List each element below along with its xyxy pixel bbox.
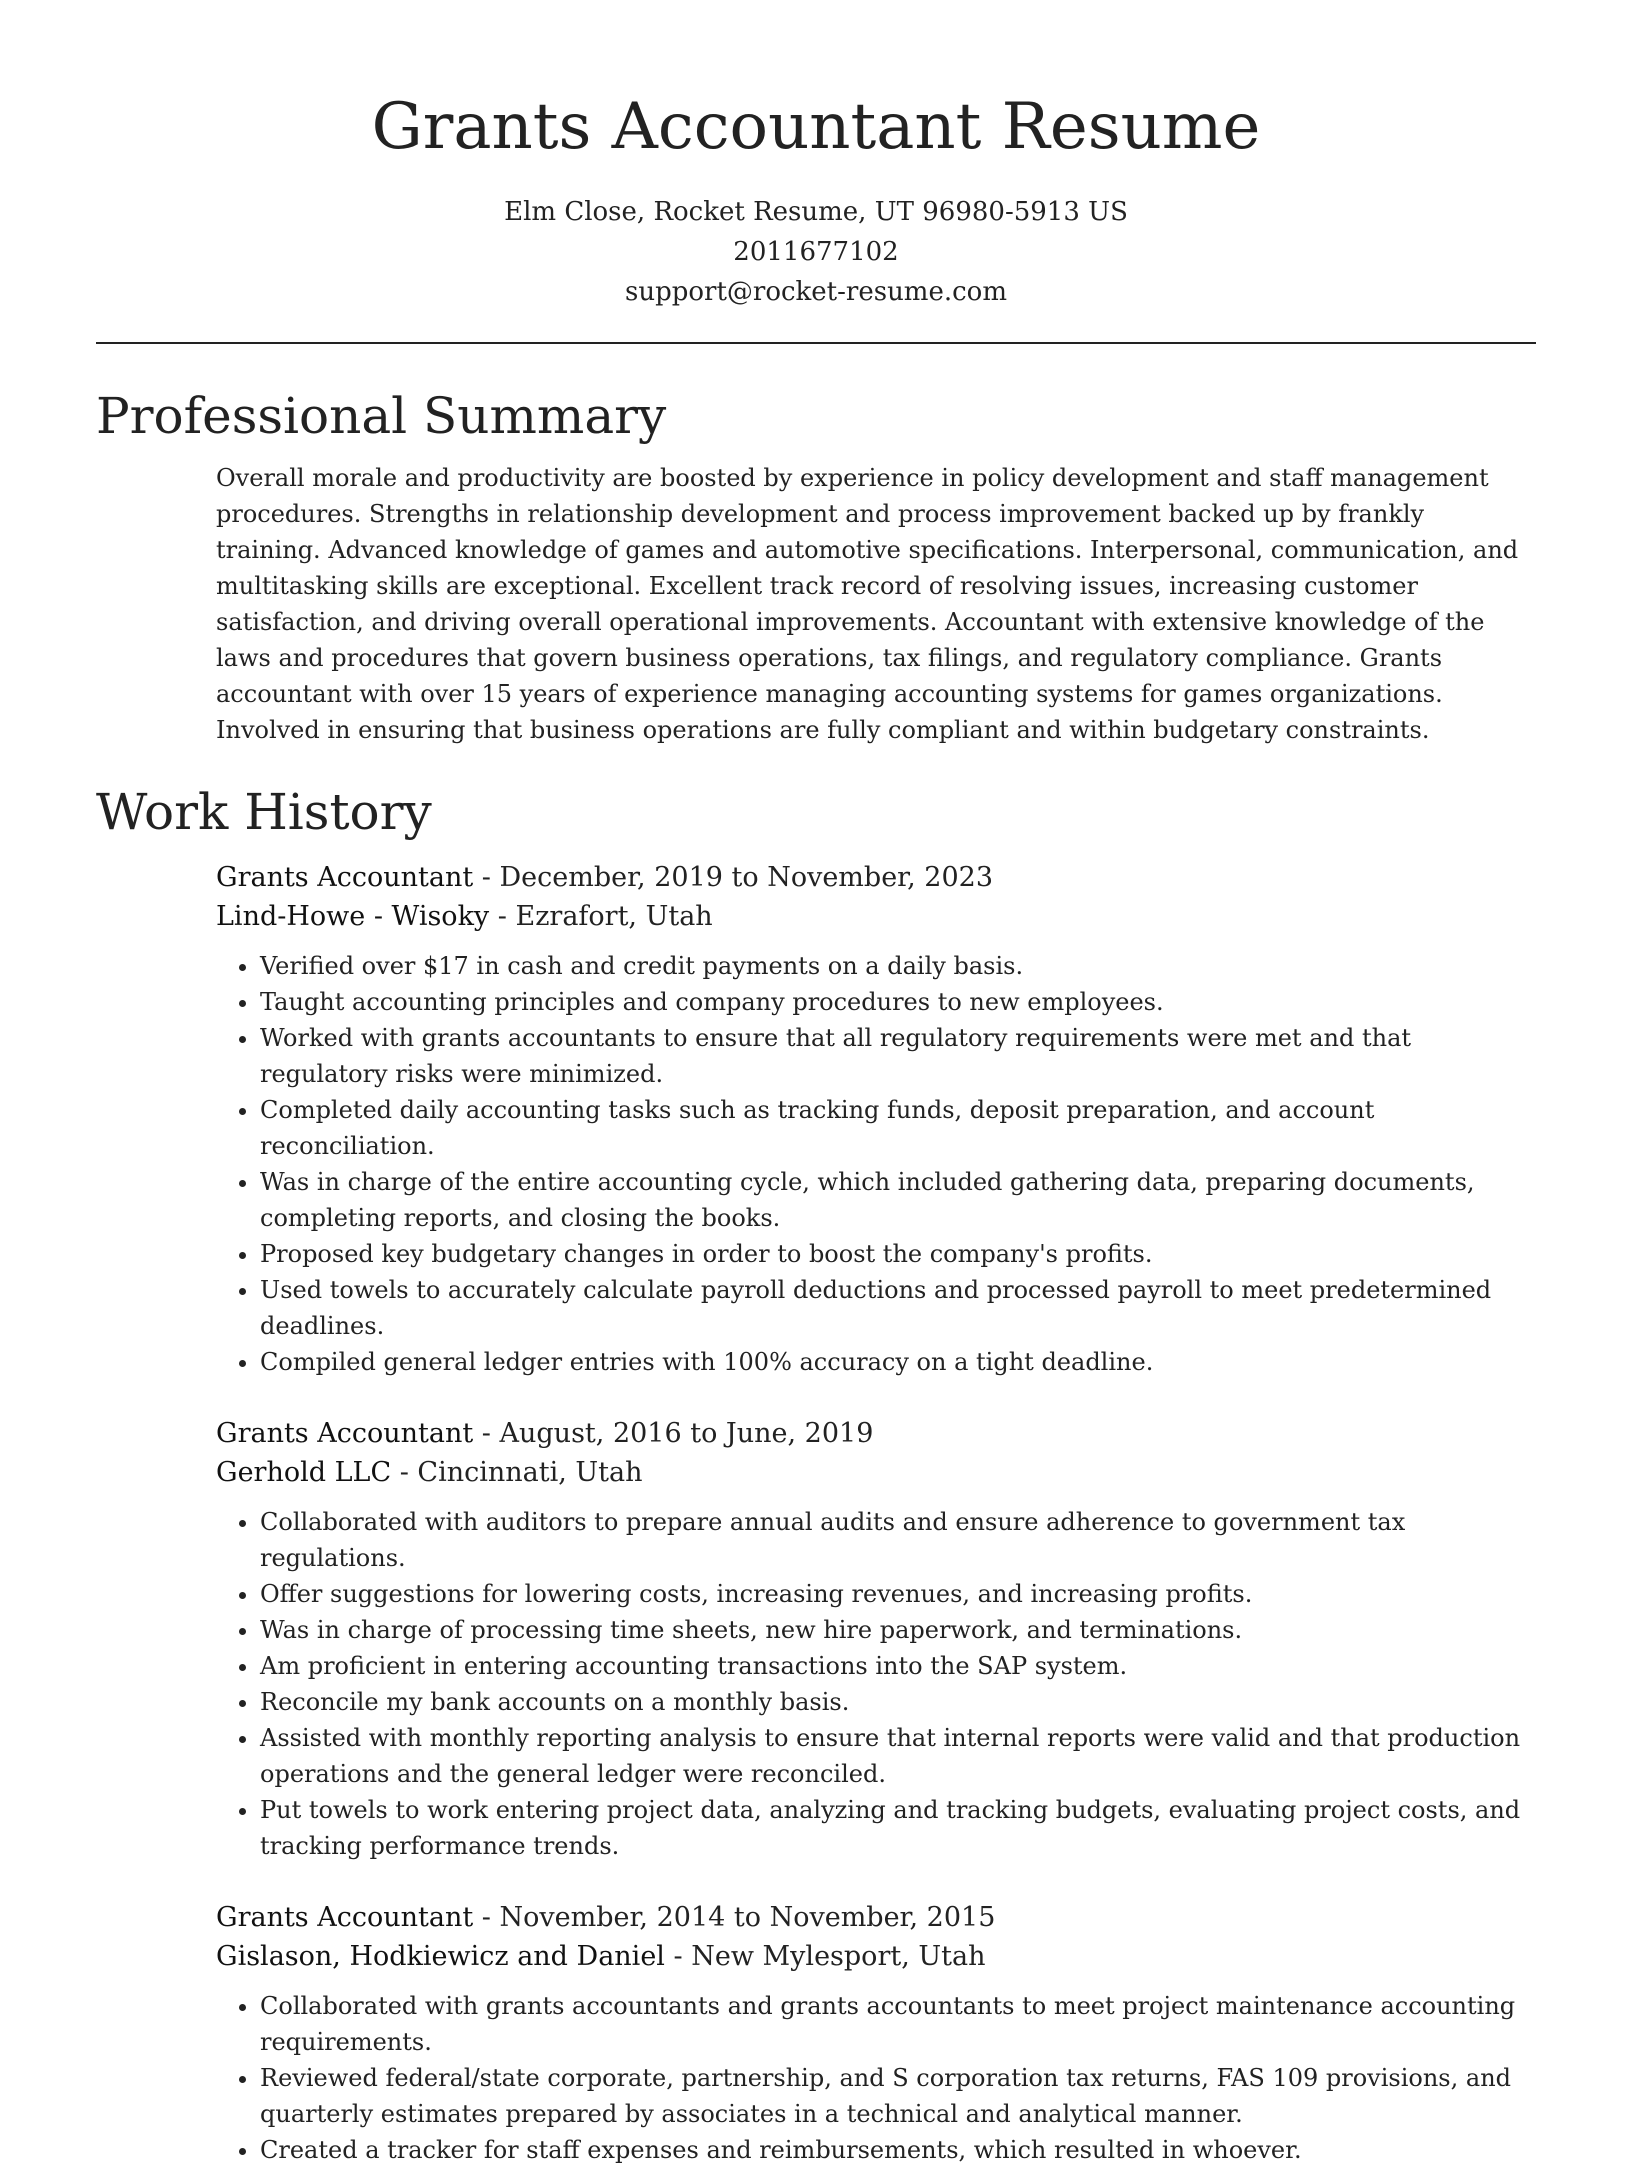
job-role: Grants Accountant: [216, 1418, 474, 1449]
job-bullet: • Collaborated with grants accountants and grants accountants to meet project maintenance accounting requirements.: [260, 1988, 1536, 2060]
job-bullet: • Am proficient in entering accounting transactions into the SAP system.: [260, 1648, 1536, 1684]
summary-heading: Professional Summary: [96, 387, 667, 445]
job-company-line: [216, 1937, 1536, 1976]
job-bullet: • Assisted with monthly reporting analysis to ensure that internal reports were valid and that production operations and the general ledger were reconciled.: [260, 1720, 1536, 1792]
resume-title: Grants Accountant Resume: [371, 90, 1261, 164]
job-title-line: [216, 1414, 1536, 1453]
job-bullet: • Compiled general ledger entries with 100% accuracy on a tight deadline.: [260, 1344, 1536, 1380]
job-dates: December, 2019 to November, 2023: [499, 862, 993, 893]
job-separator: -: [489, 901, 516, 932]
job-company-line: [216, 897, 1536, 936]
work-history-heading: Work History: [96, 783, 432, 841]
job-bullet: • Verified over $17 in cash and credit payments on a daily basis.: [260, 948, 1536, 984]
job-company: Gerhold LLC: [216, 1457, 392, 1488]
job-bullet: • Collaborated with auditors to prepare annual audits and ensure adherence to government tax regulations.: [260, 1504, 1536, 1576]
job-separator: -: [473, 1418, 500, 1449]
job-title-line: [216, 1898, 1536, 1937]
job-company-line: [216, 1453, 1536, 1492]
job-separator: -: [473, 862, 500, 893]
job-separator: -: [664, 1941, 692, 1972]
job-bullets: [216, 948, 1536, 1380]
job-bullet: • Created a tracker for staff expenses and reimbursements, which resulted in whoever.: [260, 2132, 1536, 2168]
job-bullet: • Completed daily accounting tasks such as tracking funds, deposit preparation, and account reconciliation.: [260, 1092, 1536, 1164]
job-dates: August, 2016 to June, 2019: [499, 1418, 874, 1449]
resume-body: [96, 378, 1536, 2168]
job-bullet: • Proposed key budgetary changes in order to boost the company's profits.: [260, 1236, 1536, 1272]
contact-address: Elm Close, Rocket Resume, UT 96980-5913 US: [504, 197, 1128, 227]
job-location: Ezrafort, Utah: [515, 901, 713, 932]
job-title-line: [216, 858, 1536, 897]
job-company: Gislason, Hodkiewicz and Daniel: [216, 1941, 665, 1972]
summary-text: Overall morale and productivity are boosted by experience in policy development and staff management procedures. Strengths in relationship development and process improvement backed up by frankly training. Advanced knowledge of games and automotive specifications. Interpersonal, communication, and multitasking skills are exceptional. Excellent track record of resolving issues, increasing customer satisfaction, and driving overall operational improvements. Accountant with extensive knowledge of the laws and procedures that govern business operations, tax filings, and regulatory compliance. Grants accountant with over 15 years of experience managing accounting systems for games organizations. Involved in ensuring that business operations are fully compliant and within budgetary constraints.: [216, 464, 1519, 744]
job-bullet: • Was in charge of the entire accounting cycle, which included gathering data, preparing documents, completing reports, and closing the books.: [260, 1164, 1536, 1236]
contact-phone: 2011677102: [733, 237, 899, 267]
job-bullet: • Put towels to work entering project data, analyzing and tracking budgets, evaluating project costs, and tracking performance trends.: [260, 1792, 1536, 1864]
job-entry: [216, 1898, 1536, 2168]
job-dates: November, 2014 to November, 2015: [499, 1902, 996, 1933]
job-separator: -: [473, 1902, 500, 1933]
resume-header: [0, 0, 1632, 312]
contact-block: [0, 192, 1632, 312]
job-role: Grants Accountant: [216, 1902, 474, 1933]
job-separator: -: [391, 1457, 418, 1488]
job-entry: [216, 1414, 1536, 1864]
job-location: Cincinnati, Utah: [417, 1457, 643, 1488]
job-bullet: • Reconcile my bank accounts on a monthly basis.: [260, 1684, 1536, 1720]
job-entry: [216, 858, 1536, 1380]
job-bullets: [216, 1504, 1536, 1864]
job-bullet: • Used towels to accurately calculate payroll deductions and processed payroll to meet predetermined deadlines.: [260, 1272, 1536, 1344]
header-divider: [96, 342, 1536, 344]
job-role: Grants Accountant: [216, 862, 474, 893]
job-bullet: • Was in charge of processing time sheets, new hire paperwork, and terminations.: [260, 1612, 1536, 1648]
job-bullet: • Reviewed federal/state corporate, partnership, and S corporation tax returns, FAS 109 provisions, and quarterly estimates prepared by associates in a technical and analytical manner.: [260, 2060, 1536, 2132]
contact-email: support@rocket-resume.com: [624, 277, 1007, 307]
job-bullet: • Worked with grants accountants to ensure that all regulatory requirements were met and that regulatory risks were minimized.: [260, 1020, 1536, 1092]
job-location: New Mylesport, Utah: [691, 1941, 986, 1972]
job-bullets: [216, 1988, 1536, 2168]
job-bullet: • Taught accounting principles and company procedures to new employees.: [260, 984, 1536, 1020]
job-company: Lind-Howe - Wisoky: [216, 901, 490, 932]
job-bullet: • Offer suggestions for lowering costs, increasing revenues, and increasing profits.: [260, 1576, 1536, 1612]
